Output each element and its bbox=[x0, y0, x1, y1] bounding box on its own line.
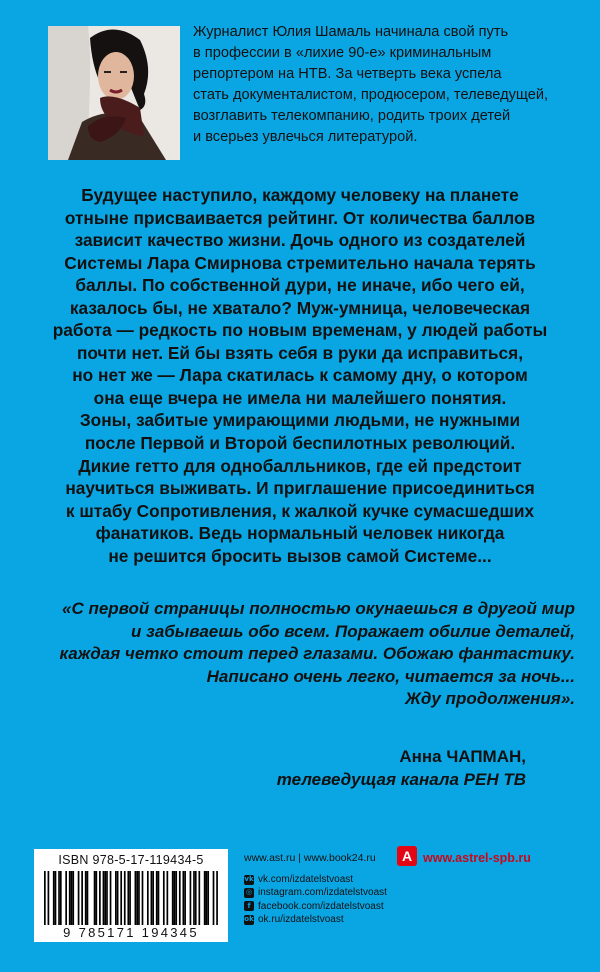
barcode-bar bbox=[207, 871, 209, 925]
blurb-line: Будущее наступило, каждому человеку на планете bbox=[81, 185, 519, 205]
barcode-bar bbox=[78, 871, 80, 925]
bio-line: репортером на НТВ. За четверть века успела bbox=[193, 66, 502, 82]
barcode-bar bbox=[58, 871, 60, 925]
blurb-line: Системы Лара Смирнова стремительно начала терять bbox=[64, 252, 536, 273]
publisher-websites[interactable]: www.ast.ru | www.book24.ru bbox=[244, 852, 376, 864]
barcode-bar bbox=[135, 871, 137, 925]
isbn-number: ISBN 978-5-17-119434-5 bbox=[58, 853, 204, 867]
quote-line: Жду продолжения». bbox=[405, 689, 575, 708]
vk-icon: vk bbox=[244, 875, 254, 884]
blurb-line: фанатиков. Ведь нормальный человек никогда bbox=[95, 523, 505, 544]
blurb-line: она еще вчера не имела ни малейшего понятия. bbox=[93, 387, 507, 408]
astrel-website[interactable]: www.astrel-spb.ru bbox=[423, 851, 531, 865]
social-link-text: instagram.com/izdatelstvoast bbox=[258, 887, 387, 899]
barcode-bar bbox=[55, 871, 57, 925]
blurb-line: работа — редкость по новым временам, у людей работы bbox=[52, 320, 548, 341]
barcode-bar bbox=[216, 871, 218, 925]
isbn-barcode bbox=[34, 849, 228, 942]
barcode-bar bbox=[182, 871, 184, 925]
review-quote bbox=[30, 598, 575, 711]
bio-line: стать документалистом, продюсером, телеведущей, bbox=[193, 87, 549, 103]
blurb-line: после Первой и Второй беспилотных революций. bbox=[84, 433, 516, 454]
bio-line: и всерьез увлечься литературой. bbox=[193, 129, 418, 145]
blurb-line: научиться выживать. И приглашение присоединиться bbox=[65, 478, 535, 499]
barcode-bar bbox=[204, 871, 206, 925]
barcode-bar bbox=[106, 871, 108, 925]
quote-author: Анна ЧАПМАН, bbox=[399, 747, 526, 766]
social-link-odnoklassniki[interactable] bbox=[244, 913, 387, 926]
barcode-bar bbox=[120, 871, 122, 925]
social-links bbox=[244, 873, 387, 926]
barcode-bar bbox=[60, 871, 62, 925]
barcode-bar bbox=[136, 871, 138, 925]
barcode-bar bbox=[198, 871, 200, 925]
blurb-line: казалось бы, не хватало? Муж-умница, человеческая bbox=[69, 297, 531, 318]
instagram-icon: ◎ bbox=[245, 888, 253, 897]
social-link-text: vk.com/izdatelstvoast bbox=[258, 874, 354, 886]
barcode-bar bbox=[81, 871, 83, 925]
barcode-bar bbox=[163, 871, 165, 925]
bio-line: в профессии в «лихие 90-е» криминальным bbox=[193, 45, 492, 61]
quote-line: каждая четко стоит перед глазами. Обожаю фантастику. bbox=[59, 644, 575, 663]
barcode-bar bbox=[129, 871, 131, 925]
barcode-bar bbox=[190, 871, 192, 925]
barcode-bar bbox=[48, 871, 50, 925]
barcode-bar bbox=[213, 871, 215, 925]
quote-line: «С первой страницы полностью окунаешься в другой мир bbox=[61, 599, 575, 618]
barcode-bar bbox=[103, 871, 105, 925]
barcode-bar bbox=[158, 871, 160, 925]
blurb-line: отныне присваивается рейтинг. От количества баллов bbox=[64, 207, 536, 228]
social-link-text: facebook.com/izdatelstvoast bbox=[258, 900, 384, 912]
bio-line: возглавить телекомпанию, родить троих детей bbox=[193, 108, 511, 124]
book-blurb bbox=[24, 184, 576, 567]
ean-number: 9 785171 194345 bbox=[63, 925, 199, 940]
odnoklassniki-icon: ok bbox=[244, 915, 254, 924]
blurb-line: зависит качество жизни. Дочь одного из создателей bbox=[74, 230, 526, 251]
social-link-text: ok.ru/izdatelstvoast bbox=[258, 914, 344, 926]
barcode-bar bbox=[94, 871, 96, 925]
barcode-bar bbox=[138, 871, 140, 925]
barcode-bar bbox=[156, 871, 158, 925]
social-link-vk[interactable] bbox=[244, 873, 387, 886]
bio-line: Журналист Юлия Шамаль начинала свой путь bbox=[193, 24, 509, 40]
barcode-bar bbox=[71, 871, 73, 925]
barcode-bar bbox=[65, 871, 67, 925]
barcode-bar bbox=[167, 871, 169, 925]
barcode-bar bbox=[172, 871, 174, 925]
blurb-line: Дикие гетто для однобалльников, где ей предстоит bbox=[78, 455, 522, 476]
blurb-line: Зоны, забитые умирающими людьми, не нужными bbox=[79, 410, 521, 431]
quote-author-role: телеведущая канала РЕН ТВ bbox=[276, 770, 526, 789]
barcode-bar bbox=[127, 871, 129, 925]
barcode-bar bbox=[53, 871, 55, 925]
barcode-bar bbox=[195, 871, 197, 925]
barcode-bar bbox=[184, 871, 186, 925]
barcode-bar bbox=[72, 871, 74, 925]
barcode-bar bbox=[175, 871, 177, 925]
barcode-bar bbox=[174, 871, 176, 925]
quote-line: Написано очень легко, читается за ночь... bbox=[206, 666, 575, 686]
barcode-bar bbox=[193, 871, 195, 925]
barcode-bar bbox=[99, 871, 101, 925]
social-link-instagram[interactable] bbox=[244, 886, 387, 899]
barcode-bar bbox=[152, 871, 154, 925]
barcode-bar bbox=[44, 871, 46, 925]
blurb-line: к штабу Сопротивления, к жалкой кучке сумасшедших bbox=[65, 500, 535, 521]
blurb-line: не решится бросить вызов самой Системе... bbox=[108, 545, 492, 566]
astrel-logo-icon bbox=[397, 846, 417, 866]
barcode-bar bbox=[115, 871, 117, 925]
barcode-bar bbox=[142, 871, 144, 925]
svg-text:А: А bbox=[401, 848, 413, 864]
author-photo bbox=[48, 26, 180, 160]
barcode-bar bbox=[124, 871, 126, 925]
barcode-bar bbox=[179, 871, 181, 925]
barcode-bar bbox=[110, 871, 112, 925]
blurb-line: но нет же — Лара скатилась к самому дну, о котором bbox=[72, 365, 528, 386]
barcode-bar bbox=[151, 871, 153, 925]
social-link-facebook[interactable] bbox=[244, 900, 387, 913]
author-bio bbox=[193, 22, 583, 148]
facebook-icon: f bbox=[244, 901, 254, 911]
barcode-bar bbox=[104, 871, 106, 925]
blurb-line: почти нет. Ей бы взять себя в руки да исправиться, bbox=[76, 342, 524, 363]
barcode-bar bbox=[147, 871, 149, 925]
barcode-bar bbox=[95, 871, 97, 925]
blurb-line: баллы. По собственной дури, не иначе, ибо чего ей, bbox=[75, 275, 525, 296]
barcode-bar bbox=[69, 871, 71, 925]
barcode-bar bbox=[117, 871, 119, 925]
quote-line: и забываешь обо всем. Поражает обилие деталей, bbox=[131, 621, 575, 641]
barcode-bar bbox=[87, 871, 89, 925]
barcode-bars bbox=[44, 871, 218, 925]
barcode-bar bbox=[206, 871, 208, 925]
author-portrait-image bbox=[48, 26, 180, 160]
barcode-bar bbox=[85, 871, 87, 925]
